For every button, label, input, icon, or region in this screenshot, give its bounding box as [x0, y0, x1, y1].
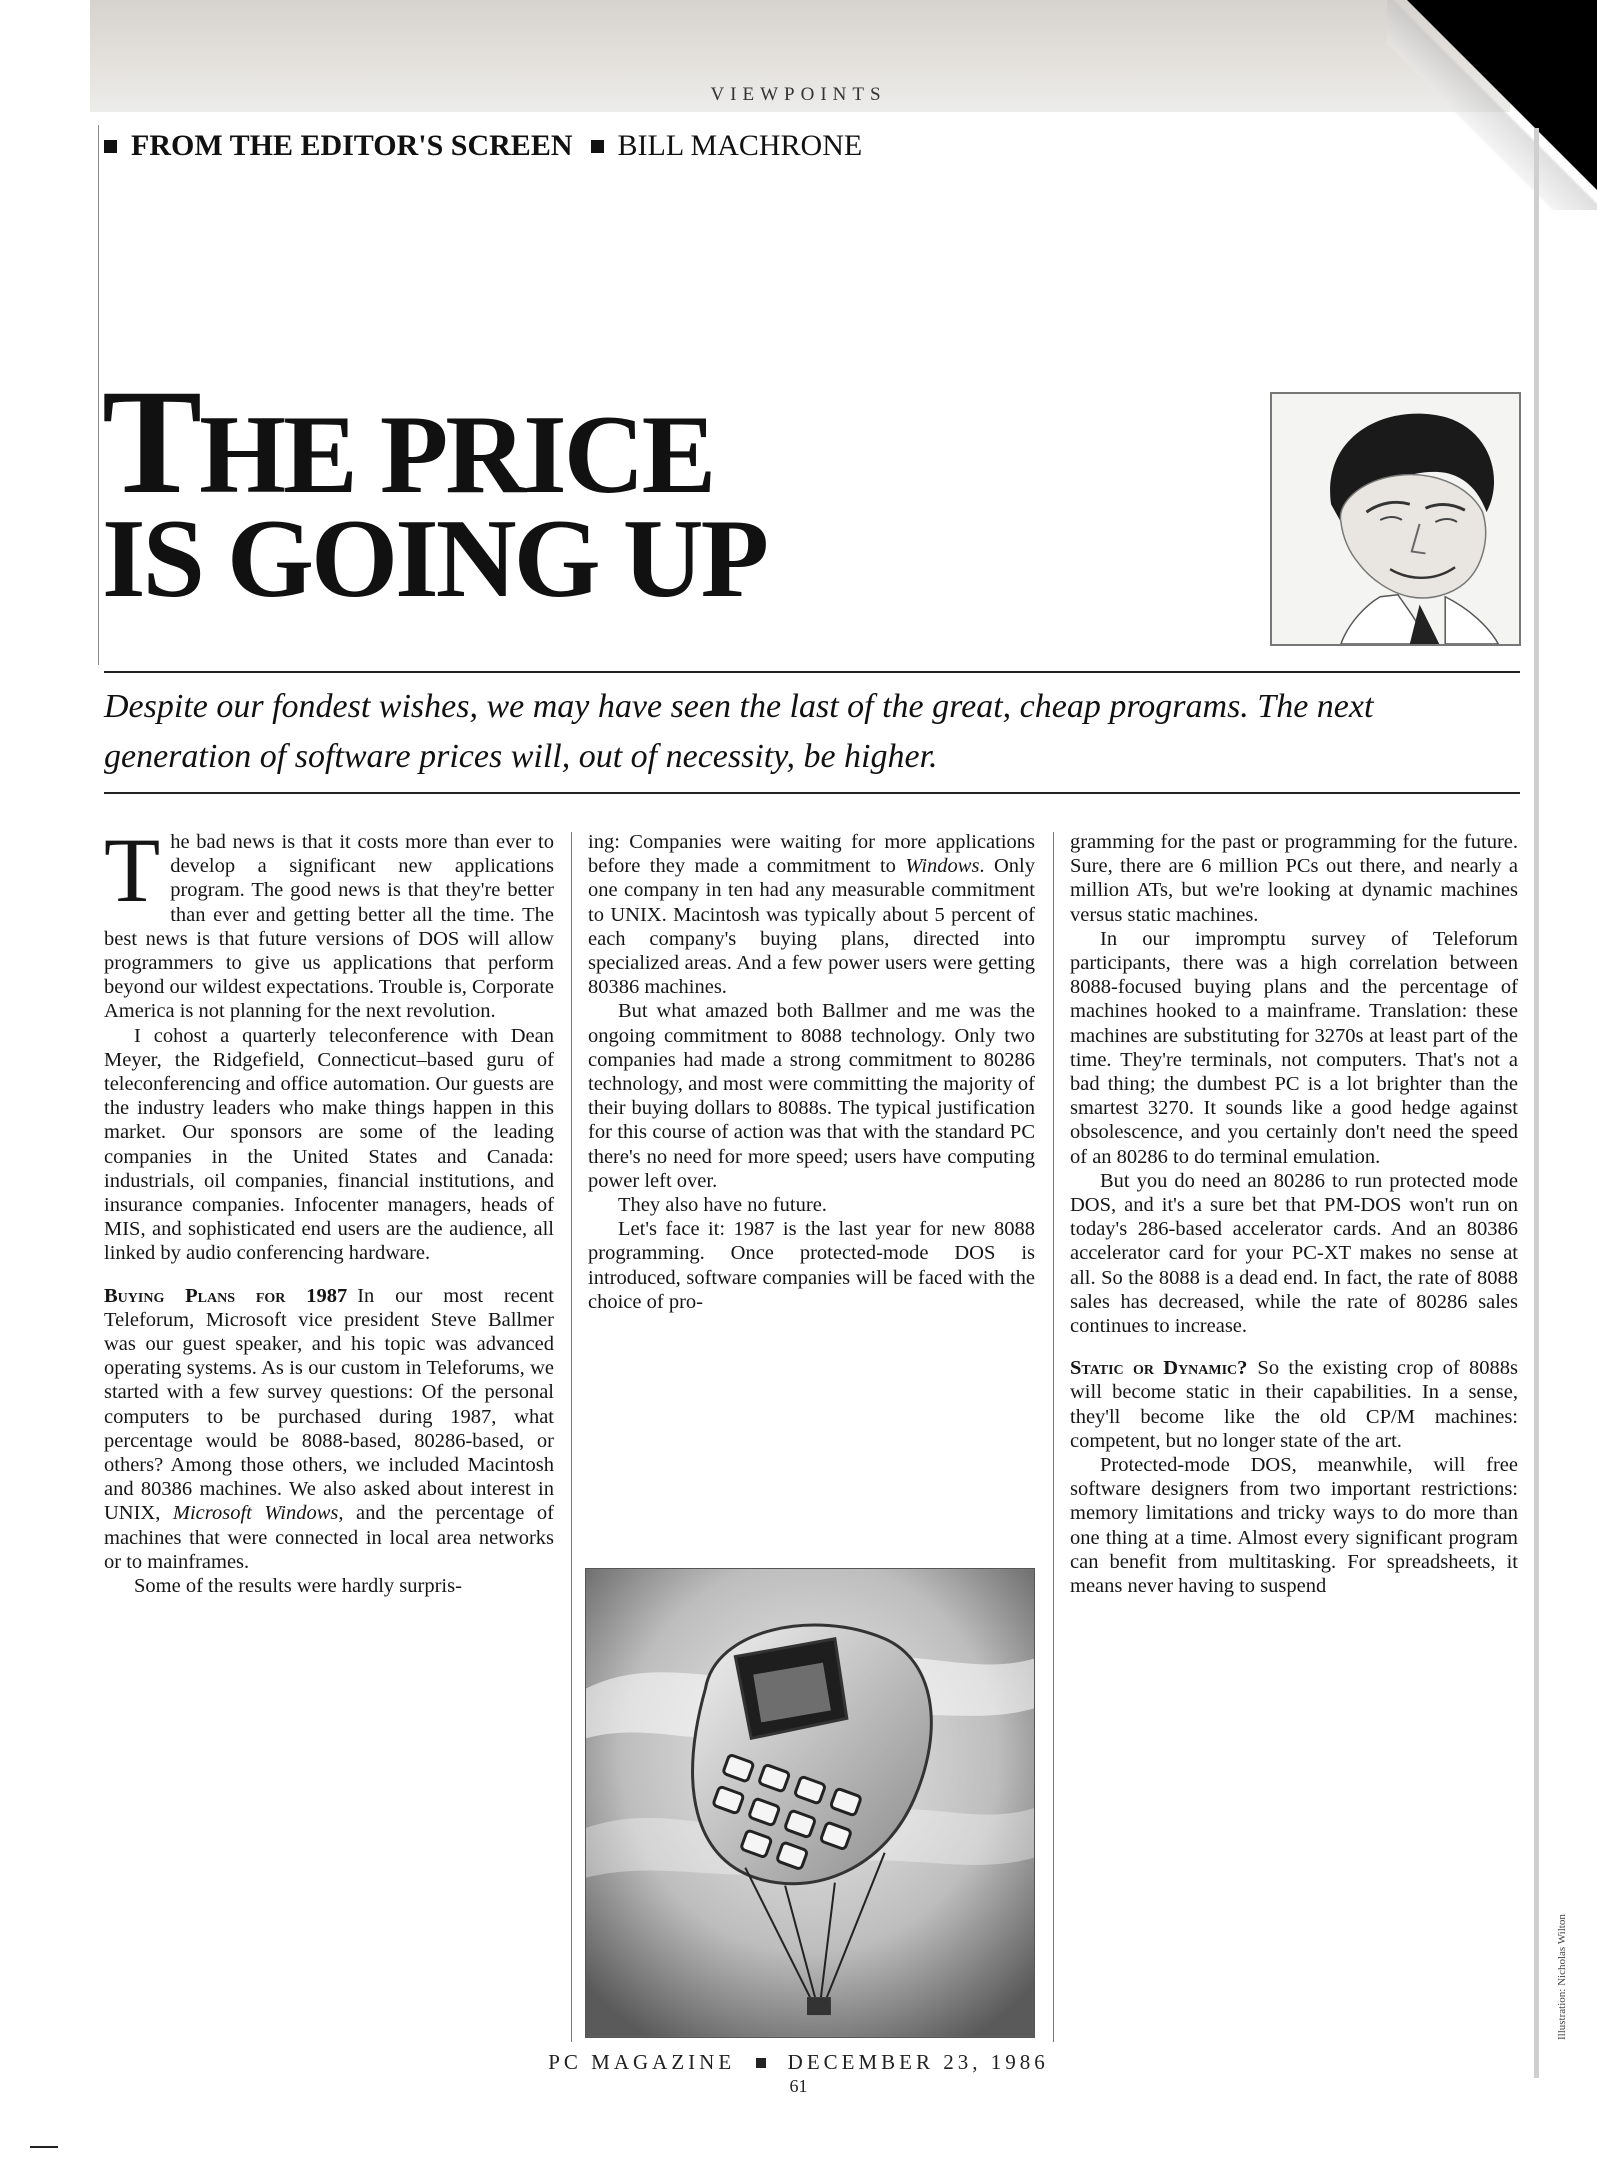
deck-bottom-rule [104, 792, 1520, 794]
paragraph-text: . Only one company in ten had any measurable commitment to UNIX. Macintosh was typically about 5 percent of each company's buying plans, directed into specialized areas. And a few power users were getting 80386 machines. [588, 855, 1035, 999]
illustration-credit: Illustration: Nicholas Wilton [1556, 1914, 1568, 2040]
balloon-computer-illustration [585, 1568, 1035, 2038]
paragraph-text: In our most recent Teleforum, Microsoft vice president Steve Ballmer was our guest speaker, and his topic was advanced operating systems. As is our custom in Teleforums, we started with a few survey questions: Of the personal computers to be purchased during 1987, what percentage would be 8088-based, 80286-based, or others? Among those others, we included Macintosh and 80386 machines. We also asked about interest in UNIX, [104, 1284, 555, 1525]
page-number: 61 [789, 2076, 808, 2096]
paragraph: gramming for the past or programming for the future. Sure, there are 6 million PCs out there, and nearly a million ATs, but we're looking at dynamic machines versus static machines. [1070, 831, 1518, 926]
paragraph: In our impromptu survey of Teleforum participants, there was a high correlation between 8088-focused buying plans and the percentage of machines hooked to a mainframe. Translation: these machines are substituting for 3270s at least part of the time. They're terminals, not computers. That's not a bad thing; the dumbest PC is a lot brighter than the smartest 3270. It sounds like a good hedge against obsolescence, and you certainly don't need the speed of an 80286 to do terminal emulation. [1070, 927, 1518, 1168]
subhead: Buying Plans for 1987 [104, 1284, 348, 1307]
paragraph-text: he bad news is that it costs more than ever to develop a significant new applications program. The good news is that they're better than ever and getting better all the time. The best news is that future versions of DOS will allow programmers to give us applications that perform beyond our wildest expectations. Trouble is, Corporate America is not planning for the next revolution. [104, 831, 554, 1023]
subhead: Static or Dynamic? [1070, 1357, 1248, 1380]
square-bullet-icon [591, 140, 604, 153]
drop-cap: T [104, 819, 161, 921]
crop-mark [30, 2146, 58, 2148]
headline [102, 359, 1202, 621]
paragraph [588, 830, 1035, 999]
deck-top-rule [104, 671, 1520, 673]
publication-name: PC MAGAZINE [548, 2050, 736, 2074]
paragraph-text: , and the percentage of machines that were connected in local area networks or to mainframes. [104, 1502, 554, 1573]
article-column-1 [104, 819, 555, 1598]
article-column-2 [588, 830, 1035, 1314]
paragraph [104, 1284, 554, 1574]
deck: Despite our fondest wishes, we may have seen the last of the great, cheap programs. The next generation of software prices will, out of necessity, be higher. [104, 688, 1374, 775]
headline-initial: T [102, 359, 200, 525]
headline-line2: IS GOING UP [102, 497, 766, 621]
paragraph: Some of the results were hardly surpris- [134, 1575, 462, 1598]
portrait-drawing [1272, 394, 1519, 644]
right-border-line [1534, 128, 1539, 2078]
column-name: FROM THE EDITOR'S SCREEN [131, 129, 573, 162]
left-border-line [98, 125, 99, 665]
column-divider [1053, 832, 1054, 2042]
paragraph: They also have no future. [618, 1194, 827, 1217]
column-header [104, 129, 862, 163]
paragraph: Let's face it: 1987 is the last year for new 8088 programming. Once protected-mode DOS is introduced, software companies will be faced with the choice of pro- [588, 1218, 1035, 1313]
author-portrait-image [1270, 392, 1521, 646]
software-title: Microsoft Windows [172, 1502, 339, 1525]
paragraph: Protected-mode DOS, meanwhile, will free software designers from two important restrictions: memory limitations and tricky ways to do more than one thing at a time. Almost every significant program can benefit from multitasking. For spreadsheets, it means never having to suspend [1070, 1454, 1518, 1598]
square-bullet-icon [756, 2058, 766, 2068]
headline-line1: HE PRICE [199, 393, 714, 517]
paragraph-text: ing: Companies were waiting for more applications before they made a commitment to [588, 831, 1035, 878]
column-divider [571, 832, 572, 2042]
paragraph: I cohost a quarterly teleconference with Dean Meyer, the Ridgefield, Connecticut–based guru of teleconferencing and office automation. Our guests are the industry leaders who make things happen in this market. Our sponsors are some of the leading companies in the United States and Canada: industrials, oil companies, financial institutions, and insurance companies. Infocenter managers, heads of MIS, and sophisticated end users are the audience, all linked by audio conferencing hardware. [104, 1024, 554, 1265]
paragraph-text: So the existing crop of 8088s will become static in their capabilities. In a sense, they'll become like the old CP/M machines: competent, but no longer state of the art. [1070, 1357, 1518, 1452]
paragraph: But what amazed both Ballmer and me was the ongoing commitment to 8088 technology. Only two companies had made a strong commitment to 80286 technology, and most were committing the majority of their buying dollars to 8088s. The typical justification for this course of action was that with the standard PC there's no need for more speed; users have computing power left over. [588, 1000, 1035, 1192]
issue-date: DECEMBER 23, 1986 [787, 2050, 1049, 2074]
paragraph: But you do need an 80286 to run protected mode DOS, and it's a sure bet that PM-DOS won't run on today's 286-based accelerator cards. And an 80386 accelerator card for your PC-XT makes no sense at all. So the 8088 is a dead end. In fact, the rate of 8088 sales has decreased, while the rate of 80286 sales continues to increase. [1070, 1169, 1518, 1338]
paragraph [104, 819, 554, 1024]
section-label: VIEWPOINTS [710, 84, 887, 105]
software-title: Windows [905, 855, 980, 878]
page-footer [0, 2050, 1597, 2075]
article-column-3 [1070, 830, 1518, 1598]
illustration-drawing [586, 1569, 1034, 2037]
square-bullet-icon [104, 140, 117, 153]
paragraph [1070, 1356, 1518, 1453]
author-name: BILL MACHRONE [617, 129, 863, 162]
